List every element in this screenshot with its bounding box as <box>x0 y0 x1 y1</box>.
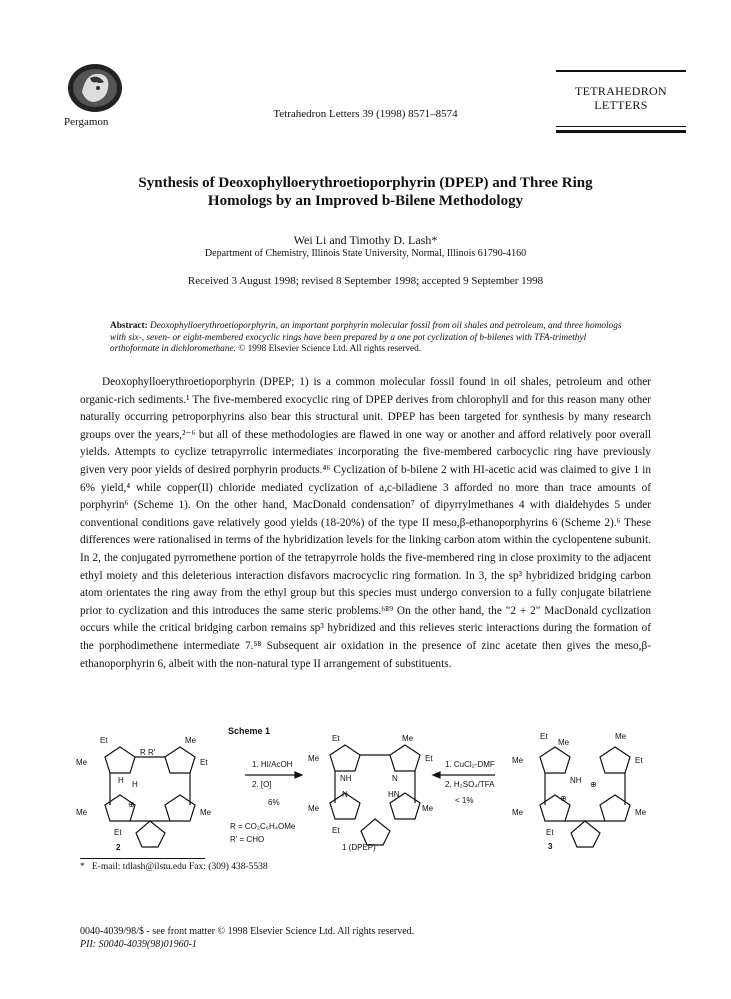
plus-charge: ⊕ <box>560 794 567 803</box>
substituent-et: Et <box>200 758 208 767</box>
substituent-r-rprime: R R' <box>140 748 156 757</box>
journal-name-line2: LETTERS <box>594 98 648 112</box>
received-dates: Received 3 August 1998; revised 8 September 1998; accepted 9 September 1998 <box>187 275 544 287</box>
substituent-me: Me <box>308 754 320 763</box>
compound-3-number: 3 <box>548 842 553 851</box>
condition-step-1: 1. CuCl₂-DMF <box>445 760 495 769</box>
abstract-copyright: © 1998 Elsevier Science Ltd. All rights reserved. <box>238 344 422 354</box>
substituent-me: Me <box>402 734 414 743</box>
pergamon-logo <box>60 62 130 114</box>
nh-label: NH <box>570 776 582 785</box>
title-line-1: Synthesis of Deoxophylloerythroetioporphyrin (DPEP) and Three Ring <box>138 175 593 191</box>
abstract <box>110 321 630 356</box>
journal-name-line1: TETRAHEDRON <box>575 84 667 98</box>
substituent-me: Me <box>76 808 88 817</box>
authors: Wei Li and Timothy D. Lash* <box>293 233 438 247</box>
footnote-marker: * <box>80 862 85 872</box>
nh-label: NH <box>340 774 352 783</box>
substituent-me: Me <box>308 804 320 813</box>
header-rule-bottom-1 <box>556 126 686 127</box>
substituent-me: Me <box>200 808 212 817</box>
nh-label: H <box>118 776 124 785</box>
substituent-me: Me <box>615 732 627 741</box>
footnote <box>80 862 268 872</box>
footnote-rule <box>80 858 205 859</box>
substituent-me: Me <box>76 758 88 767</box>
forward-arrowhead <box>295 772 302 778</box>
body-text <box>80 374 651 673</box>
condition-yield: < 1% <box>455 796 474 805</box>
substituent-et: Et <box>114 828 122 837</box>
substituent-me: Me <box>422 804 434 813</box>
substituent-me: Me <box>635 808 647 817</box>
hn-label: HN <box>388 790 400 799</box>
substituent-me: Me <box>558 738 570 747</box>
publisher-name: Pergamon <box>64 116 109 128</box>
scheme-label: Scheme 1 <box>228 726 271 736</box>
article-title <box>90 174 641 210</box>
condition-step-2: 2. [O] <box>252 780 272 789</box>
compound-1-label: 1 (DPEP) <box>342 843 376 852</box>
title-line-2: Homologs by an Improved b-Bilene Methodology <box>207 193 524 209</box>
abstract-label: Abstract: <box>110 321 148 331</box>
affiliation: Department of Chemistry, Illinois State University, Normal, Illinois 61790-4160 <box>204 248 527 259</box>
substituent-et: Et <box>635 756 643 765</box>
pii-line: PII: S0040-4039(98)01960-1 <box>80 939 197 950</box>
scheme-1-figure <box>70 725 660 855</box>
copyright-block <box>80 925 414 951</box>
header-rule-top <box>556 70 686 72</box>
r-definition: R = CO₂C₆H₄OMe <box>230 822 296 831</box>
rprime-definition: R' = CHO <box>230 835 265 844</box>
abstract-text: Deoxophylloerythroetioporphyrin, an important porphyrin molecular fossil from oil shales and petroleum, and three homologs with six-, seven- or eight-membered exocyclic rings have been prepared by a one pot cyclization of b-bilenes with TFA-trimethyl orthoformate in dichloromethane. <box>110 321 622 354</box>
plus-charge: ⊕ <box>590 780 597 789</box>
nh-label: H <box>132 780 138 789</box>
n-label: N <box>392 774 398 783</box>
journal-name <box>560 84 682 112</box>
substituent-et: Et <box>546 828 554 837</box>
journal-citation: Tetrahedron Letters 39 (1998) 8571–8574 <box>273 108 458 120</box>
substituent-me: Me <box>512 808 524 817</box>
condition-step-2: 2. H₂SO₄/TFA <box>445 780 495 789</box>
condition-yield: 6% <box>268 798 280 807</box>
substituent-et: Et <box>425 754 433 763</box>
substituent-et: Et <box>540 732 548 741</box>
body-paragraph: Deoxophylloerythroetioporphyrin (DPEP; 1) is a common molecular fossil found in oil shales, petroleum and other organic-rich sediments.¹ The five-membered exocyclic ring of DPEP derives from chlorophyll and for this reason many other naturally occurring petroporphyrins also bear this structural unit. DPEP has been targeted for synthesis by many research groups over the years,²⁻⁶ but all of these methodologies are flawed in one way or another and afford relatively poor overall yields. Attempts to cyclize tetrapyrrolic intermediates incorporating the five-membered carbocyclic ring have previously given very poor yields of desired porphyrin products.⁴⁶ Cyclization of b-bilene 2 with HI-acetic acid was claimed to give 1 in 6% yield,⁴ while copper(II) chloride mediated cyclization of a,c-biladiene 3 afforded no more than trace amounts of porphyrin⁶ (Scheme 1). On the other hand, MacDonald condensation⁷ of dipyrrylmethanes 4 with dialdehydes 5 under conventional conditions gave relatively good yields (18-20%) of the type II meso,β-ethanoporphyrins 6 (Scheme 2).⁶ These differences were rationalised in terms of the hybridization levels for the linking carbon atom within the cyclopentene subunit. In 2, the conjugated pyrromethene portion of the tetrapyrrole holds the five-membered ring in close proximity to the adjacent ethyl moiety and this deleterious interaction disfavors macrocyclic ring formation. In 3, the sp³ hybridized bridging carbon atom orientates the ring away from the ethyl group but this species must undergo conversion to a fully conjugate bilatriene prior to cyclization and this introduces the same steric problems.⁶⁸⁹ On the other hand, the "2 + 2" MacDonald cyclization occurs while the critical bridging carbon remains sp³ hybridized and this relieves steric interactions during the formation of the porphodimethene intermediate 7.⁵⁸ Subsequent air oxidation in the presence of zinc acetate then gives the meso,β-ethanoporphyrin 6, albeit with the non-natural type II arrangement of substituents. <box>80 376 651 670</box>
substituent-me: Me <box>185 736 197 745</box>
substituent-et: Et <box>332 826 340 835</box>
reverse-arrowhead <box>433 772 440 778</box>
condition-step-1: 1. HI/AcOH <box>252 760 293 769</box>
plus-charge: ⊕ <box>128 800 135 809</box>
substituent-et: Et <box>332 734 340 743</box>
substituent-et: Et <box>100 736 108 745</box>
substituent-me: Me <box>512 756 524 765</box>
n-label: N <box>342 790 348 799</box>
compound-2-number: 2 <box>116 843 121 852</box>
header-rule-bottom-2 <box>556 130 686 133</box>
copyright-line: 0040-4039/98/$ - see front matter © 1998 Elsevier Science Ltd. All rights reserved. <box>80 926 415 937</box>
author-contact: E-mail: tdlash@ilstu.edu Fax: (309) 438-5538 <box>91 862 268 872</box>
